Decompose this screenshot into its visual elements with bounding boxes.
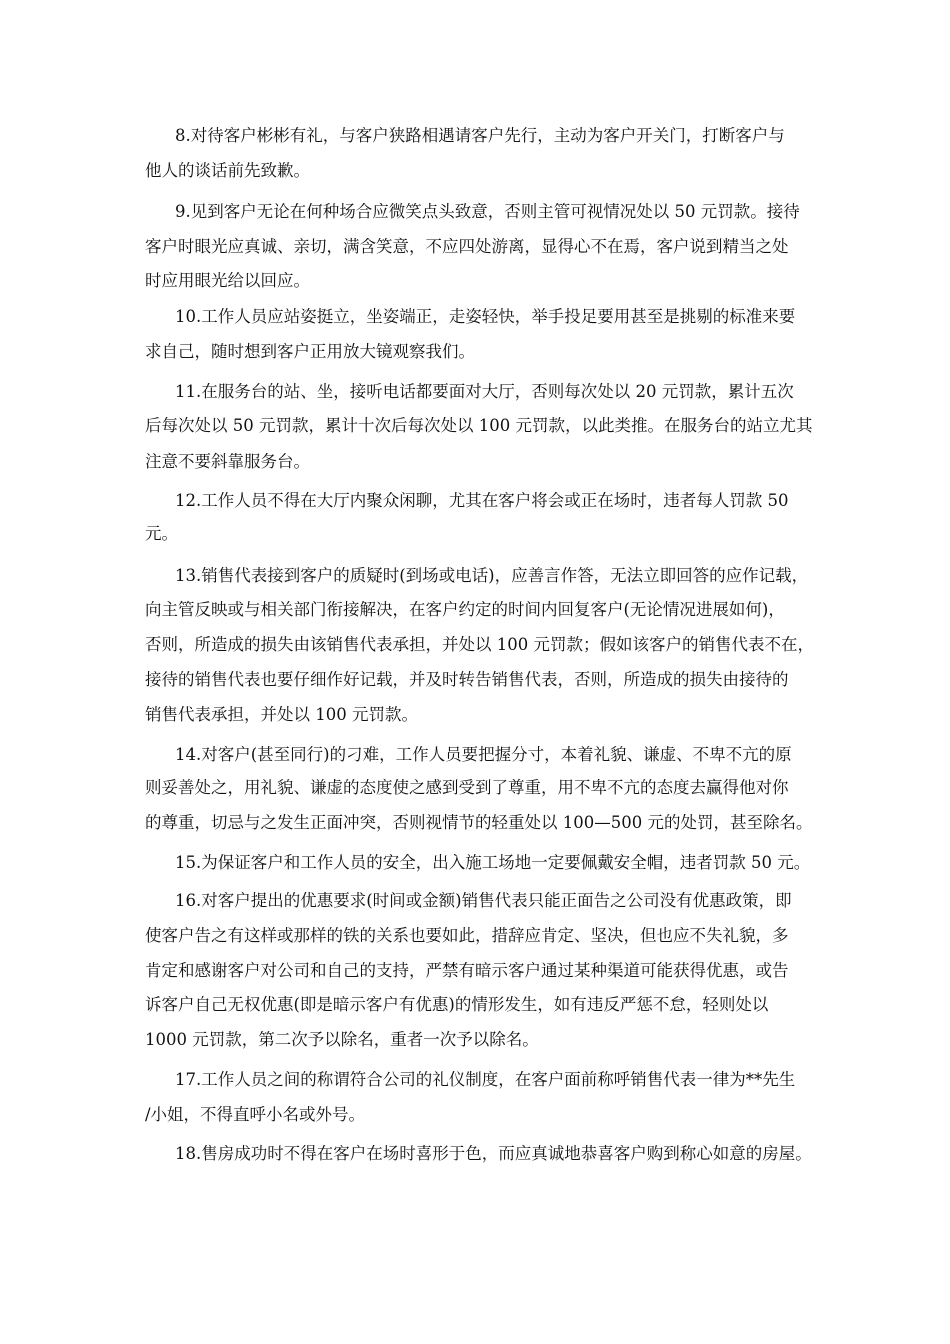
paragraph-line: 后每次处以 50 元罚款，累计十次后每次处以 100 元罚款，以此类推。在服务台的站立尤其 [145, 416, 813, 435]
paragraph-line: 注意不要斜靠服务台。 [145, 452, 310, 471]
paragraph-line: 1000 元罚款，第二次予以除名，重者一次予以除名。 [145, 1030, 539, 1049]
paragraph-first-line: 18.售房成功时不得在客户在场时喜形于色，而应真诚地恭喜客户购到称心如意的房屋。 [175, 1144, 812, 1163]
paragraph-line: 的尊重，切忌与之发生正面冲突，否则视情节的轻重处以 100—500 元的处罚，甚至除名。 [145, 813, 813, 832]
paragraph-line: 诉客户自己无权优惠(即是暗示客户有优惠)的情形发生，如有违反严惩不怠，轻则处以 [145, 995, 769, 1014]
paragraph-line: 求自己，随时想到客户正用放大镜观察我们。 [145, 342, 475, 361]
paragraph-line: 否则，所造成的损失由该销售代表承担，并处以 100 元罚款；假如该客户的销售代表不在， [145, 635, 814, 654]
paragraph-first-line: 10.工作人员应站姿挺立，坐姿端正，走姿轻快，举手投足要用甚至是挑剔的标准来要 [175, 307, 796, 326]
paragraph-line: 使客户告之有这样或那样的铁的关系也要如此，措辞应肯定、坚决，但也应不失礼貌，多 [145, 926, 789, 945]
paragraph-first-line: 16.对客户提出的优惠要求(时间或金额)销售代表只能正面告之公司没有优惠政策，即 [175, 891, 792, 910]
paragraph-first-line: 12.工作人员不得在大厅内聚众闲聊，尤其在客户将会或正在场时，违者每人罚款 50 [175, 491, 789, 510]
paragraph-line: 则妥善处之，用礼貌、谦虚的态度使之感到受到了尊重，用不卑不亢的态度去赢得他对你 [145, 778, 789, 797]
paragraph-line: /小姐，不得直呼小名或外号。 [145, 1105, 366, 1124]
paragraph-first-line: 17.工作人员之间的称谓符合公司的礼仪制度，在客户面前称呼销售代表一律为**先生 [175, 1070, 796, 1089]
paragraph-first-line: 14.对客户(甚至同行)的刁难，工作人员要把握分寸，本着礼貌、谦虚、不卑不亢的原 [175, 745, 792, 764]
paragraph-line: 客户时眼光应真诚、亲切，满含笑意，不应四处游离，显得心不在焉，客户说到精当之处 [145, 237, 789, 256]
paragraph-line: 接待的销售代表也要仔细作好记载，并及时转告销售代表，否则，所造成的损失由接待的 [145, 670, 789, 689]
paragraph-first-line: 8.对待客户彬彬有礼，与客户狭路相遇请客户先行，主动为客户开关门，打断客户与 [175, 126, 785, 145]
paragraph-line: 销售代表承担，并处以 100 元罚款。 [145, 705, 418, 724]
paragraph-line: 肯定和感谢客户对公司和自己的支持，严禁有暗示客户通过某种渠道可能获得优惠，或告 [145, 961, 789, 980]
paragraph-line: 时应用眼光给以回应。 [145, 271, 310, 290]
paragraph-first-line: 15.为保证客户和工作人员的安全，出入施工场地一定要佩戴安全帽，违者罚款 50 元。 [175, 853, 811, 872]
paragraph-first-line: 11.在服务台的站、坐，接听电话都要面对大厅，否则每次处以 20 元罚款，累计五次 [175, 382, 794, 401]
paragraph-line: 向主管反映或与相关部门衔接解决，在客户约定的时间内回复客户(无论情况进展如何)， [145, 600, 785, 619]
paragraph-first-line: 9.见到客户无论在何种场合应微笑点头致意，否则主管可视情况处以 50 元罚款。接待 [175, 202, 800, 221]
paragraph-line: 他人的谈话前先致歉。 [145, 161, 310, 180]
paragraph-line: 元。 [145, 524, 178, 543]
paragraph-first-line: 13.销售代表接到客户的质疑时(到场或电话)，应善言作答，无法立即回答的应作记载， [175, 566, 809, 585]
